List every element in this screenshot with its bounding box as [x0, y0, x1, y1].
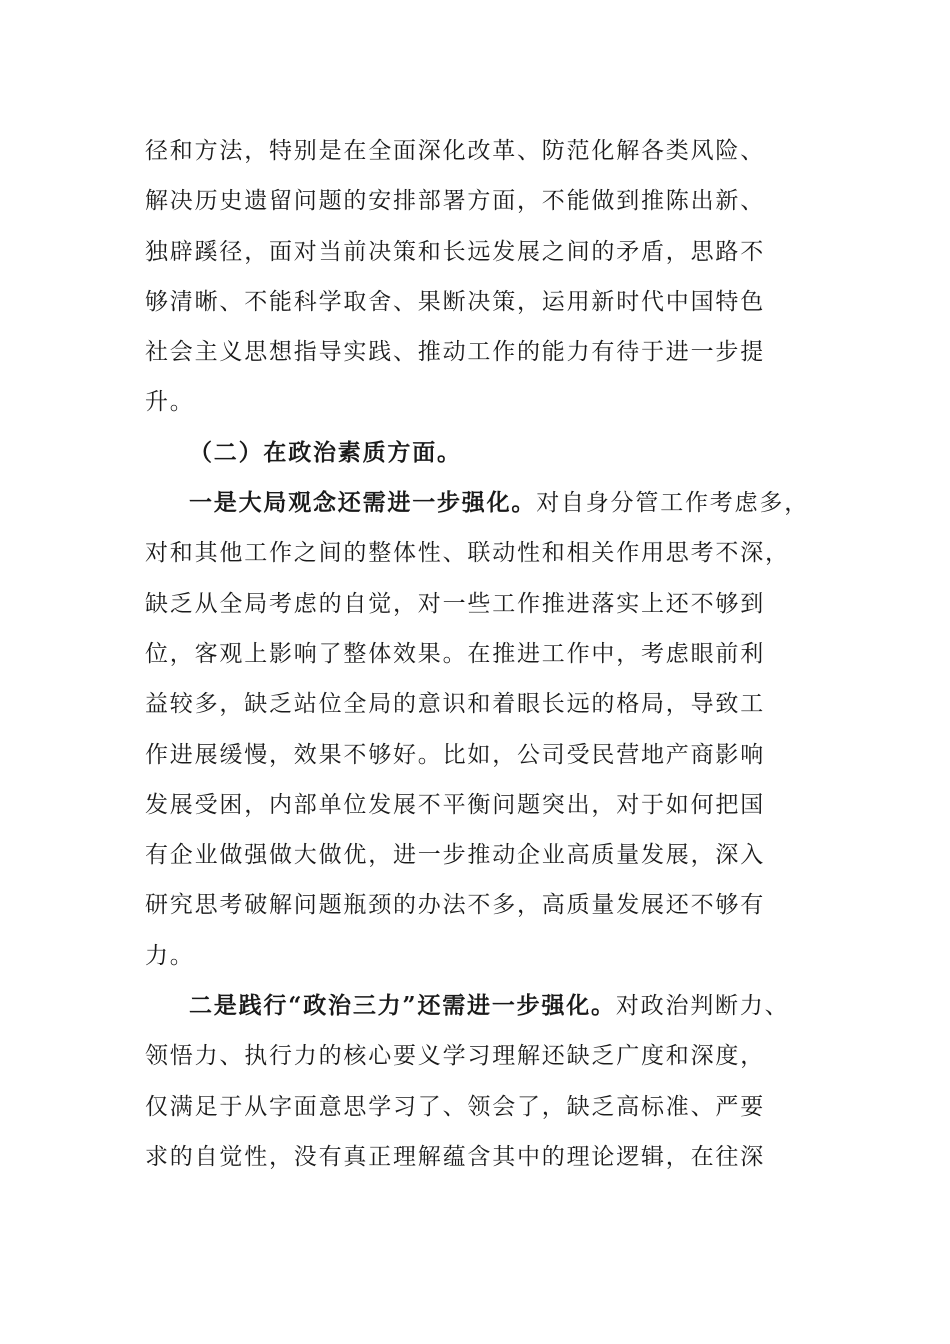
- paragraph-first-line: [145, 981, 825, 1031]
- section-heading: （二）在政治素质方面。: [189, 438, 462, 466]
- text-line: 够清晰、不能科学取舍、果断决策，运用新时代中国特色: [145, 288, 765, 315]
- text-line: 领悟力、执行力的核心要义学习理解还缺乏广度和深度，: [145, 1043, 765, 1070]
- text-line: 有企业做强做大做优，进一步推动企业高质量发展，深入: [145, 842, 765, 869]
- text-line: 力。: [145, 942, 195, 969]
- text-line: 缺乏从全局考虑的自觉，对一些工作推进落实上还不够到: [145, 590, 765, 617]
- paragraph-text: 对自身分管工作考虑多，: [536, 490, 810, 517]
- text-line: 对和其他工作之间的整体性、联动性和相关作用思考不深，: [145, 540, 790, 567]
- paragraph-lead: 二是践行“政治三力”还需进一步强化。: [189, 992, 616, 1020]
- text-line: 位，客观上影响了整体效果。在推进工作中，考虑眼前利: [145, 640, 765, 667]
- paragraph-first-line: [145, 478, 825, 528]
- text-line: 作进展缓慢，效果不够好。比如，公司受民营地产商影响: [145, 741, 765, 768]
- text-line: 益较多，缺乏站位全局的意识和着眼长远的格局，导致工: [145, 691, 765, 718]
- text-line: 仅满足于从字面意思学习了、领会了，缺乏高标准、严要: [145, 1093, 765, 1120]
- text-line: 独辟蹊径，面对当前决策和长远发展之间的矛盾，思路不: [145, 238, 765, 265]
- paragraph-text: 对政治判断力、: [615, 993, 790, 1020]
- text-line: 径和方法，特别是在全面深化改革、防范化解各类风险、: [145, 138, 765, 164]
- text-line: 求的自觉性，没有真正理解蕴含其中的理论逻辑，在往深: [145, 1143, 765, 1170]
- document-body: [145, 126, 825, 1182]
- text-line: 社会主义思想指导实践、推动工作的能力有待于进一步提: [145, 339, 765, 366]
- text-line: 研究思考破解问题瓶颈的办法不多，高质量发展还不够有: [145, 892, 765, 919]
- text-line: 解决历史遗留问题的安排部署方面，不能做到推陈出新、: [145, 188, 765, 215]
- text-line: 升。: [145, 389, 195, 416]
- text-line: 发展受困，内部单位发展不平衡问题突出，对于如何把国: [145, 791, 765, 818]
- paragraph-lead: 一是大局观念还需进一步强化。: [189, 489, 537, 517]
